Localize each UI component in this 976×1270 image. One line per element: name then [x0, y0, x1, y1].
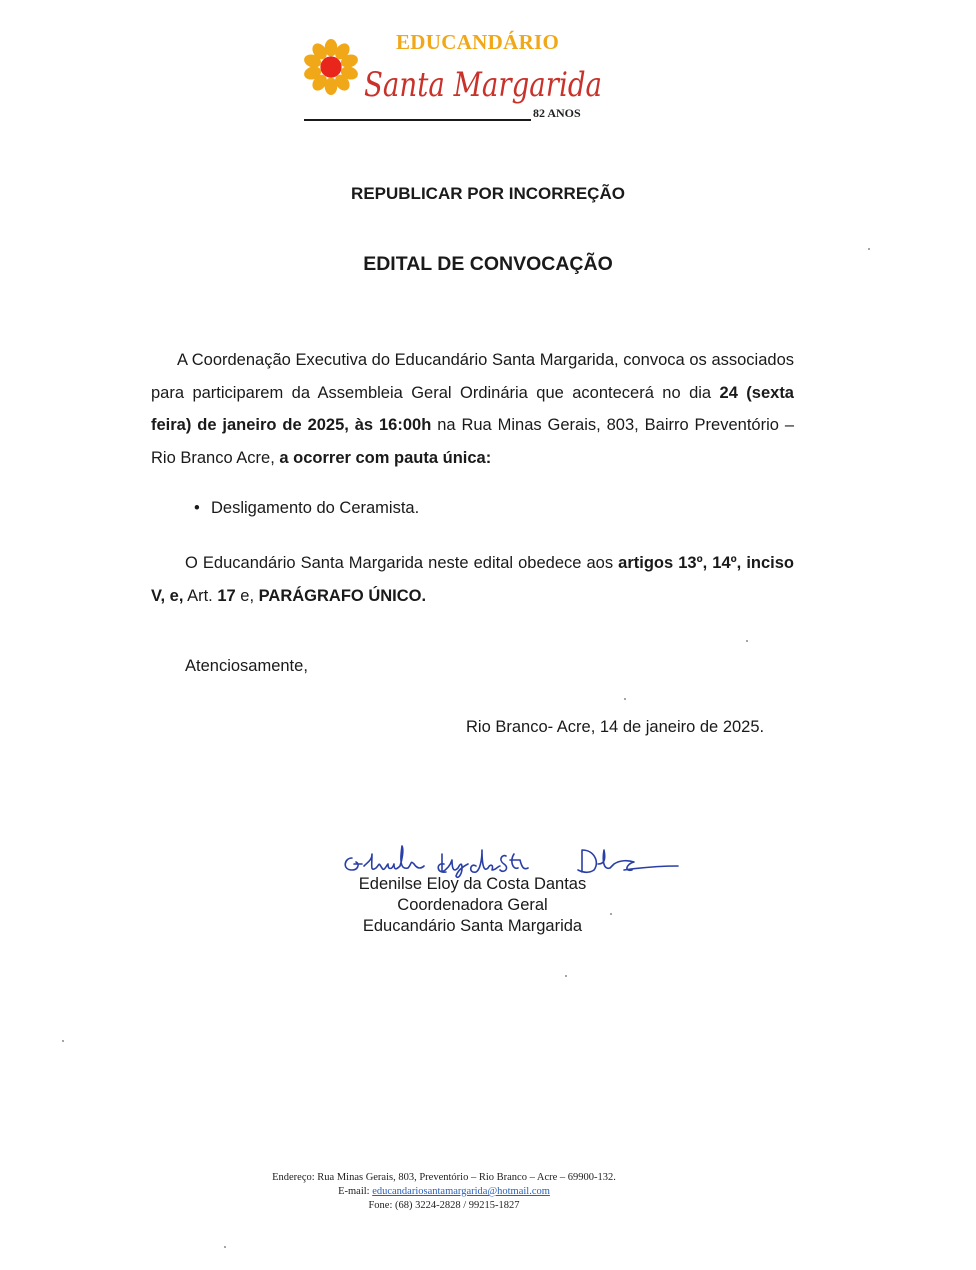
art-text: Art.	[183, 586, 218, 605]
articles-ref: artigos 13º, 14º, inciso V, e,	[151, 554, 794, 605]
signatory-role: Coordenadora Geral	[397, 896, 548, 914]
flower-logo-icon	[302, 38, 360, 96]
agenda-intro: a ocorrer com pauta única:	[279, 448, 492, 467]
email-label: E-mail:	[338, 1186, 373, 1197]
email-link[interactable]: educandariosantamargarida@hotmail.com	[372, 1186, 550, 1197]
convocation-paragraph	[151, 344, 794, 474]
para1-intro: A Coordenação Executiva do Educandário Santa Margarida, convoca os associados para participarem da Assembleia Geral Ordinária que acontecerá no dia	[151, 351, 794, 402]
legal-basis-paragraph	[151, 547, 794, 612]
conj-text: e,	[235, 586, 259, 605]
scan-speck	[62, 1040, 64, 1042]
scan-speck	[610, 913, 612, 915]
logo-org-name: EDUCANDÁRIO	[396, 30, 560, 54]
list-item: • Desligamento do Ceramista.	[194, 499, 419, 518]
scan-speck	[624, 698, 626, 700]
scan-speck	[746, 640, 748, 642]
art-number: 17	[217, 586, 236, 605]
scan-speck	[868, 248, 870, 250]
scan-speck	[224, 1246, 226, 1248]
logo-divider	[304, 119, 531, 121]
scan-speck	[565, 975, 567, 977]
place-date: Rio Branco- Acre, 14 de janeiro de 2025.	[466, 718, 765, 736]
footer-email	[0, 1186, 888, 1197]
closing-salutation: Atenciosamente,	[185, 657, 308, 675]
republish-notice: REPUBLICAR POR INCORREÇÃO	[351, 184, 625, 203]
logo-script-text: Santa Margarida	[364, 65, 602, 105]
logo-script-wordmark	[360, 50, 610, 112]
para2-intro: O Educandário Santa Margarida neste edital obedece aos	[185, 554, 619, 572]
page-title: EDITAL DE CONVOCAÇÃO	[363, 253, 613, 275]
sole-paragraph-ref: PARÁGRAFO ÚNICO.	[258, 586, 427, 605]
meeting-datetime: 24 (sexta feira) de janeiro de 2025, às 16:00h	[151, 383, 794, 434]
agenda-list	[194, 499, 419, 518]
signatory-name: Edenilse Eloy da Costa Dantas	[358, 875, 587, 893]
footer-address: Endereço: Rua Minas Gerais, 803, Preventório – Rio Branco – Acre – 69900-132.	[272, 1172, 616, 1183]
footer-phone: Fone: (68) 3224-2828 / 99215-1827	[368, 1200, 520, 1211]
signatory-org: Educandário Santa Margarida	[362, 917, 583, 935]
meeting-address: na Rua Minas Gerais, 803, Bairro Preventório – Rio Branco Acre,	[151, 416, 795, 467]
logo-anniversary: 82 ANOS	[533, 106, 581, 120]
